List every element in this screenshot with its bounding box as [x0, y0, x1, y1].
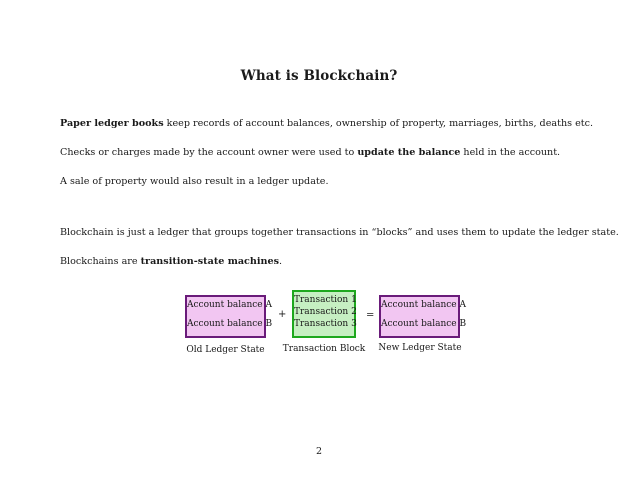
transaction-3: Transaction 3 [294, 319, 357, 329]
plus-sign: + [278, 309, 287, 320]
new-ledger-state-box [379, 295, 467, 338]
equals-sign: = [366, 310, 375, 321]
old-account-balance-b: Account balance B [187, 319, 273, 329]
paragraph-sale: A sale of property would also result in a ledger update. [60, 176, 329, 187]
page-number: 2 [315, 446, 323, 457]
page-title: What is Blockchain? [240, 68, 398, 84]
old-ledger-state-box [185, 295, 273, 338]
update-balance-bold: update the balance [357, 147, 461, 158]
transition-state-machines-bold: transition-state machines [140, 256, 279, 267]
paragraph-5-start: Blockchains are [60, 256, 141, 267]
paragraph-transition-state [60, 256, 620, 267]
transaction-block-box [292, 290, 356, 338]
new-ledger-state-caption: New Ledger State [378, 343, 462, 353]
new-account-balance-a: Account balance A [381, 300, 466, 310]
old-ledger-state-caption: Old Ledger State [186, 345, 265, 355]
transaction-1: Transaction 1 [294, 295, 357, 305]
paragraph-paper-ledger [60, 118, 620, 129]
transaction-2: Transaction 2 [294, 307, 357, 317]
transaction-block-caption: Transaction Block [282, 344, 366, 354]
paper-ledger-books-bold: Paper ledger books [60, 118, 164, 129]
paragraph-2-start: Checks or charges made by the account owner were used to [60, 147, 358, 158]
new-account-balance-b: Account balance B [381, 319, 467, 329]
paragraph-blockchain-ledger: Blockchain is just a ledger that groups together transactions in “blocks” and uses them to update the ledger state. [60, 227, 619, 238]
paragraph-2-end: held in the account. [460, 147, 561, 158]
paragraph-5-end: . [279, 256, 283, 267]
paragraph-1-text: keep records of account balances, ownership of property, marriages, births, deaths etc. [163, 118, 594, 129]
paragraph-checks [60, 147, 620, 158]
old-account-balance-a: Account balance A [187, 300, 272, 310]
